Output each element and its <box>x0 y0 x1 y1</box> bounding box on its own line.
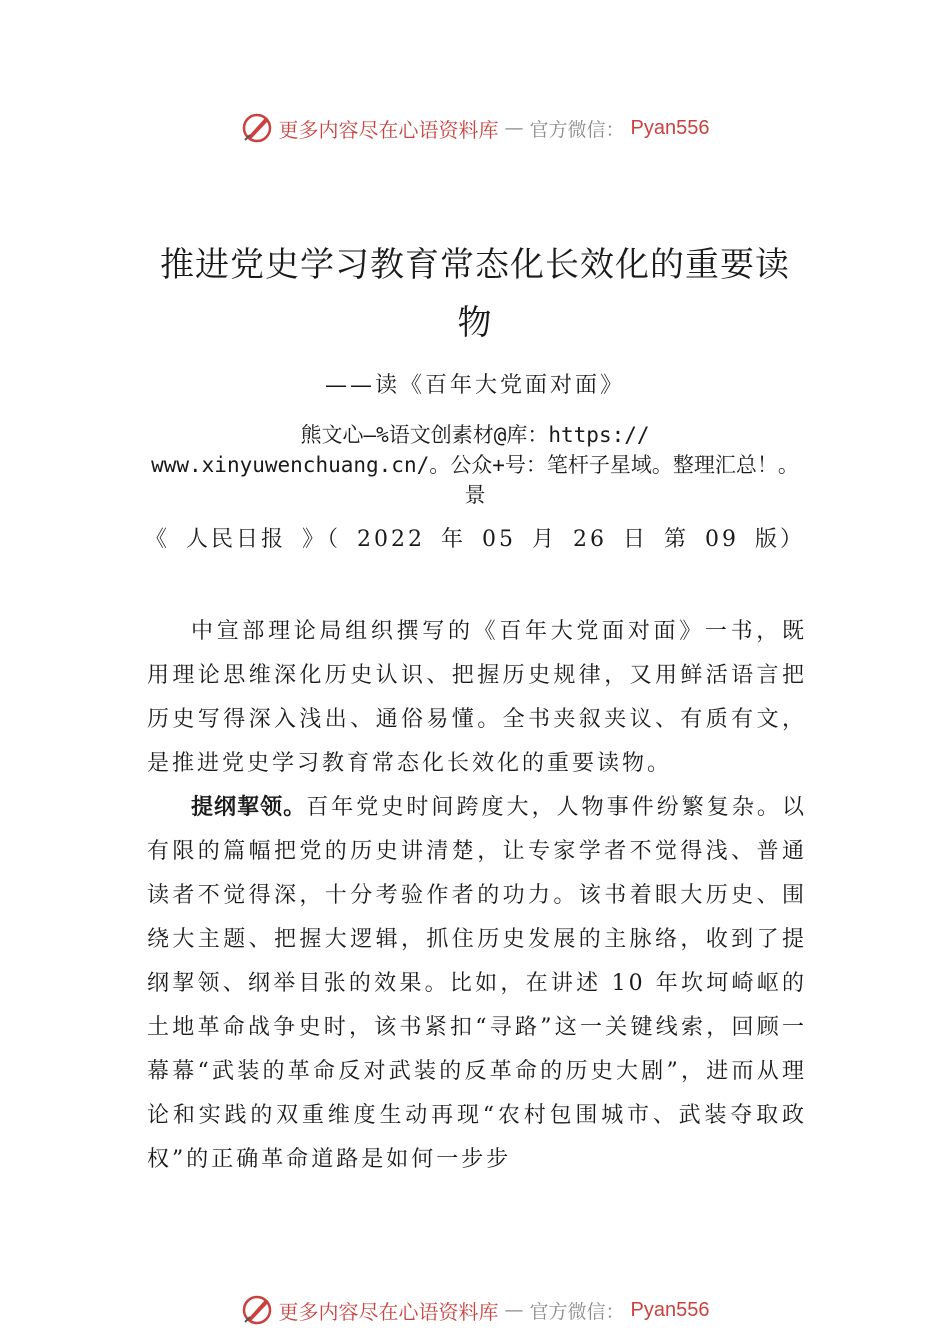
paragraph-text: 百年党史时间跨度大，人物事件纷繁复杂。以有限的篇幅把党的历史讲清楚，让专家学者不觉得浅、普通读者不觉得深，十分考验作者的功力。该书着眼大历史、围绕大主题、把握大逻辑，抓住历史发展的主脉络，收到了提纲挈领、纲举目张的效果。比如，在讲述 10 年坎坷崎岖的土地革命战争史时，该书紧扣“寻路”这一关键线索，回顾一幕幕“武装的革命反对武装的反革命的历史大剧”，进而从理论和实践的双重维度生动再现“农村包围城市、武装夺取政权”的正确革命道路是如何一步步 <box>147 795 807 1172</box>
watermark-wechat-label: 官方微信： <box>529 1300 625 1323</box>
watermark-header <box>0 108 950 148</box>
publication-info: 《 人民日报 》（ 2022 年 05 月 26 日 第 09 版） <box>145 527 805 552</box>
paragraph-lead: 提纲挈领。 <box>191 795 307 820</box>
watermark-footer <box>0 1290 950 1330</box>
watermark-wechat-label: 官方微信： <box>529 118 625 141</box>
source-note: 熊文心—%语文创素材@库：https:// www.xinyuwenchuang.cn/。公众+号：笔杆子星域。整理汇总！。景 <box>151 423 799 507</box>
quill-pen-logo-icon <box>241 112 273 144</box>
watermark-wechat-id: Pyan556 <box>630 1298 710 1321</box>
article-title: 推进党史学习教育常态化长效化的重要读物 <box>160 245 790 343</box>
paragraph <box>147 610 807 786</box>
article-subtitle: ——读《百年大党面对面》 <box>324 373 625 398</box>
watermark-wechat-id: Pyan556 <box>630 116 710 139</box>
quill-pen-logo-icon <box>241 1294 273 1326</box>
paragraph <box>147 786 807 1182</box>
watermark-site-text: 更多内容尽在心语资料库 <box>278 117 499 142</box>
watermark-dash: — <box>504 117 524 139</box>
watermark-dash: — <box>504 1299 524 1321</box>
paragraph-text: 中宣部理论局组织撰写的《百年大党面对面》一书，既用理论思维深化历史认识、把握历史规律，又用鲜活语言把历史写得深入浅出、通俗易懂。全书夹叙夹议、有质有文，是推进党史学习教育常态化长效化的重要读物。 <box>147 619 807 776</box>
watermark-site-text: 更多内容尽在心语资料库 <box>278 1299 499 1324</box>
article-body <box>147 610 807 1182</box>
